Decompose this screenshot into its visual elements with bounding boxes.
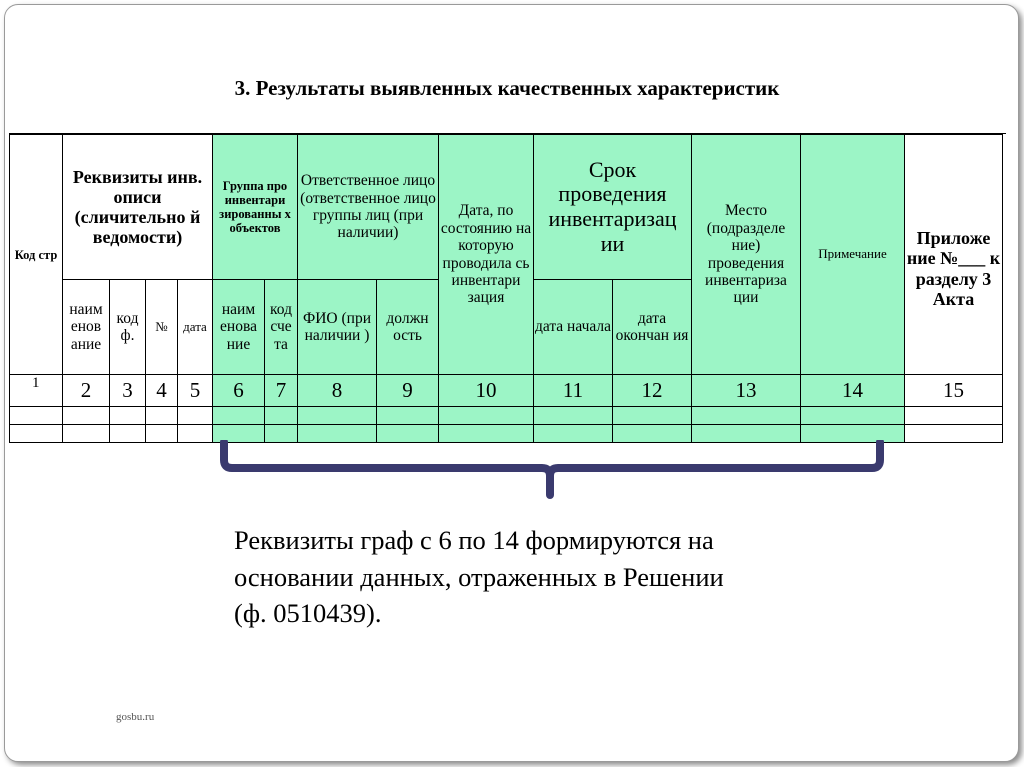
header-primechanie: Примечание	[801, 135, 905, 375]
header-otvetstvennoe: Ответственное лицо (ответственное лицо группы лиц (при наличии)	[298, 135, 439, 280]
col-number: 8	[298, 375, 377, 407]
header-naimenovanie: наим енов ание	[63, 280, 110, 375]
header-data-okonchaniya: дата окончан ия	[613, 280, 692, 375]
header-dolzhnost: должн ость	[377, 280, 439, 375]
header-data-po-sostoyaniyu: Дата, по состоянию на которую проводила сь инвентари зация	[439, 135, 534, 375]
header-kod-f: код ф.	[110, 280, 146, 375]
note-line: (ф. 0510439).	[234, 598, 382, 629]
col-number: 9	[377, 375, 439, 407]
inventory-results-table	[9, 134, 1003, 443]
header-naimenovanie-gruppy: наим енова ние	[213, 280, 265, 375]
page-title: 3. Результаты выявленных качественных характеристик	[234, 76, 780, 100]
col-number: 13	[692, 375, 801, 407]
col-number: 14	[801, 375, 905, 407]
header-data: дата	[178, 280, 213, 375]
explanatory-note	[234, 522, 724, 632]
header-data-nachala: дата начала	[534, 280, 613, 375]
header-kod-str: Код стр	[10, 135, 63, 375]
col-number: 12	[613, 375, 692, 407]
col-number: 7	[265, 375, 298, 407]
col-number: 5	[178, 375, 213, 407]
col-number: 15	[905, 375, 1003, 407]
table-row	[10, 407, 1003, 425]
note-line: Реквизиты граф с 6 по 14 формируются на	[234, 525, 714, 555]
header-nomer: №	[146, 280, 178, 375]
header-kod-scheta: код сче та	[265, 280, 298, 375]
note-line: основании данных, отраженных в Решении	[234, 561, 724, 592]
col-number: 3	[110, 375, 146, 407]
col-number: 11	[534, 375, 613, 407]
col-number: 2	[63, 375, 110, 407]
col-number: 6	[213, 375, 265, 407]
source-footer: gosbu.ru	[116, 711, 155, 723]
header-gruppa: Группа про инвентари зированны х объектов	[213, 135, 298, 280]
col-number: 10	[439, 375, 534, 407]
header-prilozhenie: Приложе ние №___ к разделу 3 Акта	[905, 135, 1003, 375]
col-number: 4	[146, 375, 178, 407]
header-fio: ФИО (при наличии )	[298, 280, 377, 375]
curly-brace-bracket	[212, 440, 888, 500]
col-number: 1	[10, 375, 63, 407]
header-rekvizity: Реквизиты инв. описи (сличительно й ведомости)	[63, 135, 213, 280]
header-mesto: Место (подразделе ние) проведения инвентариза ции	[692, 135, 801, 375]
header-srok: Срок проведения инвентаризац ии	[534, 135, 692, 280]
